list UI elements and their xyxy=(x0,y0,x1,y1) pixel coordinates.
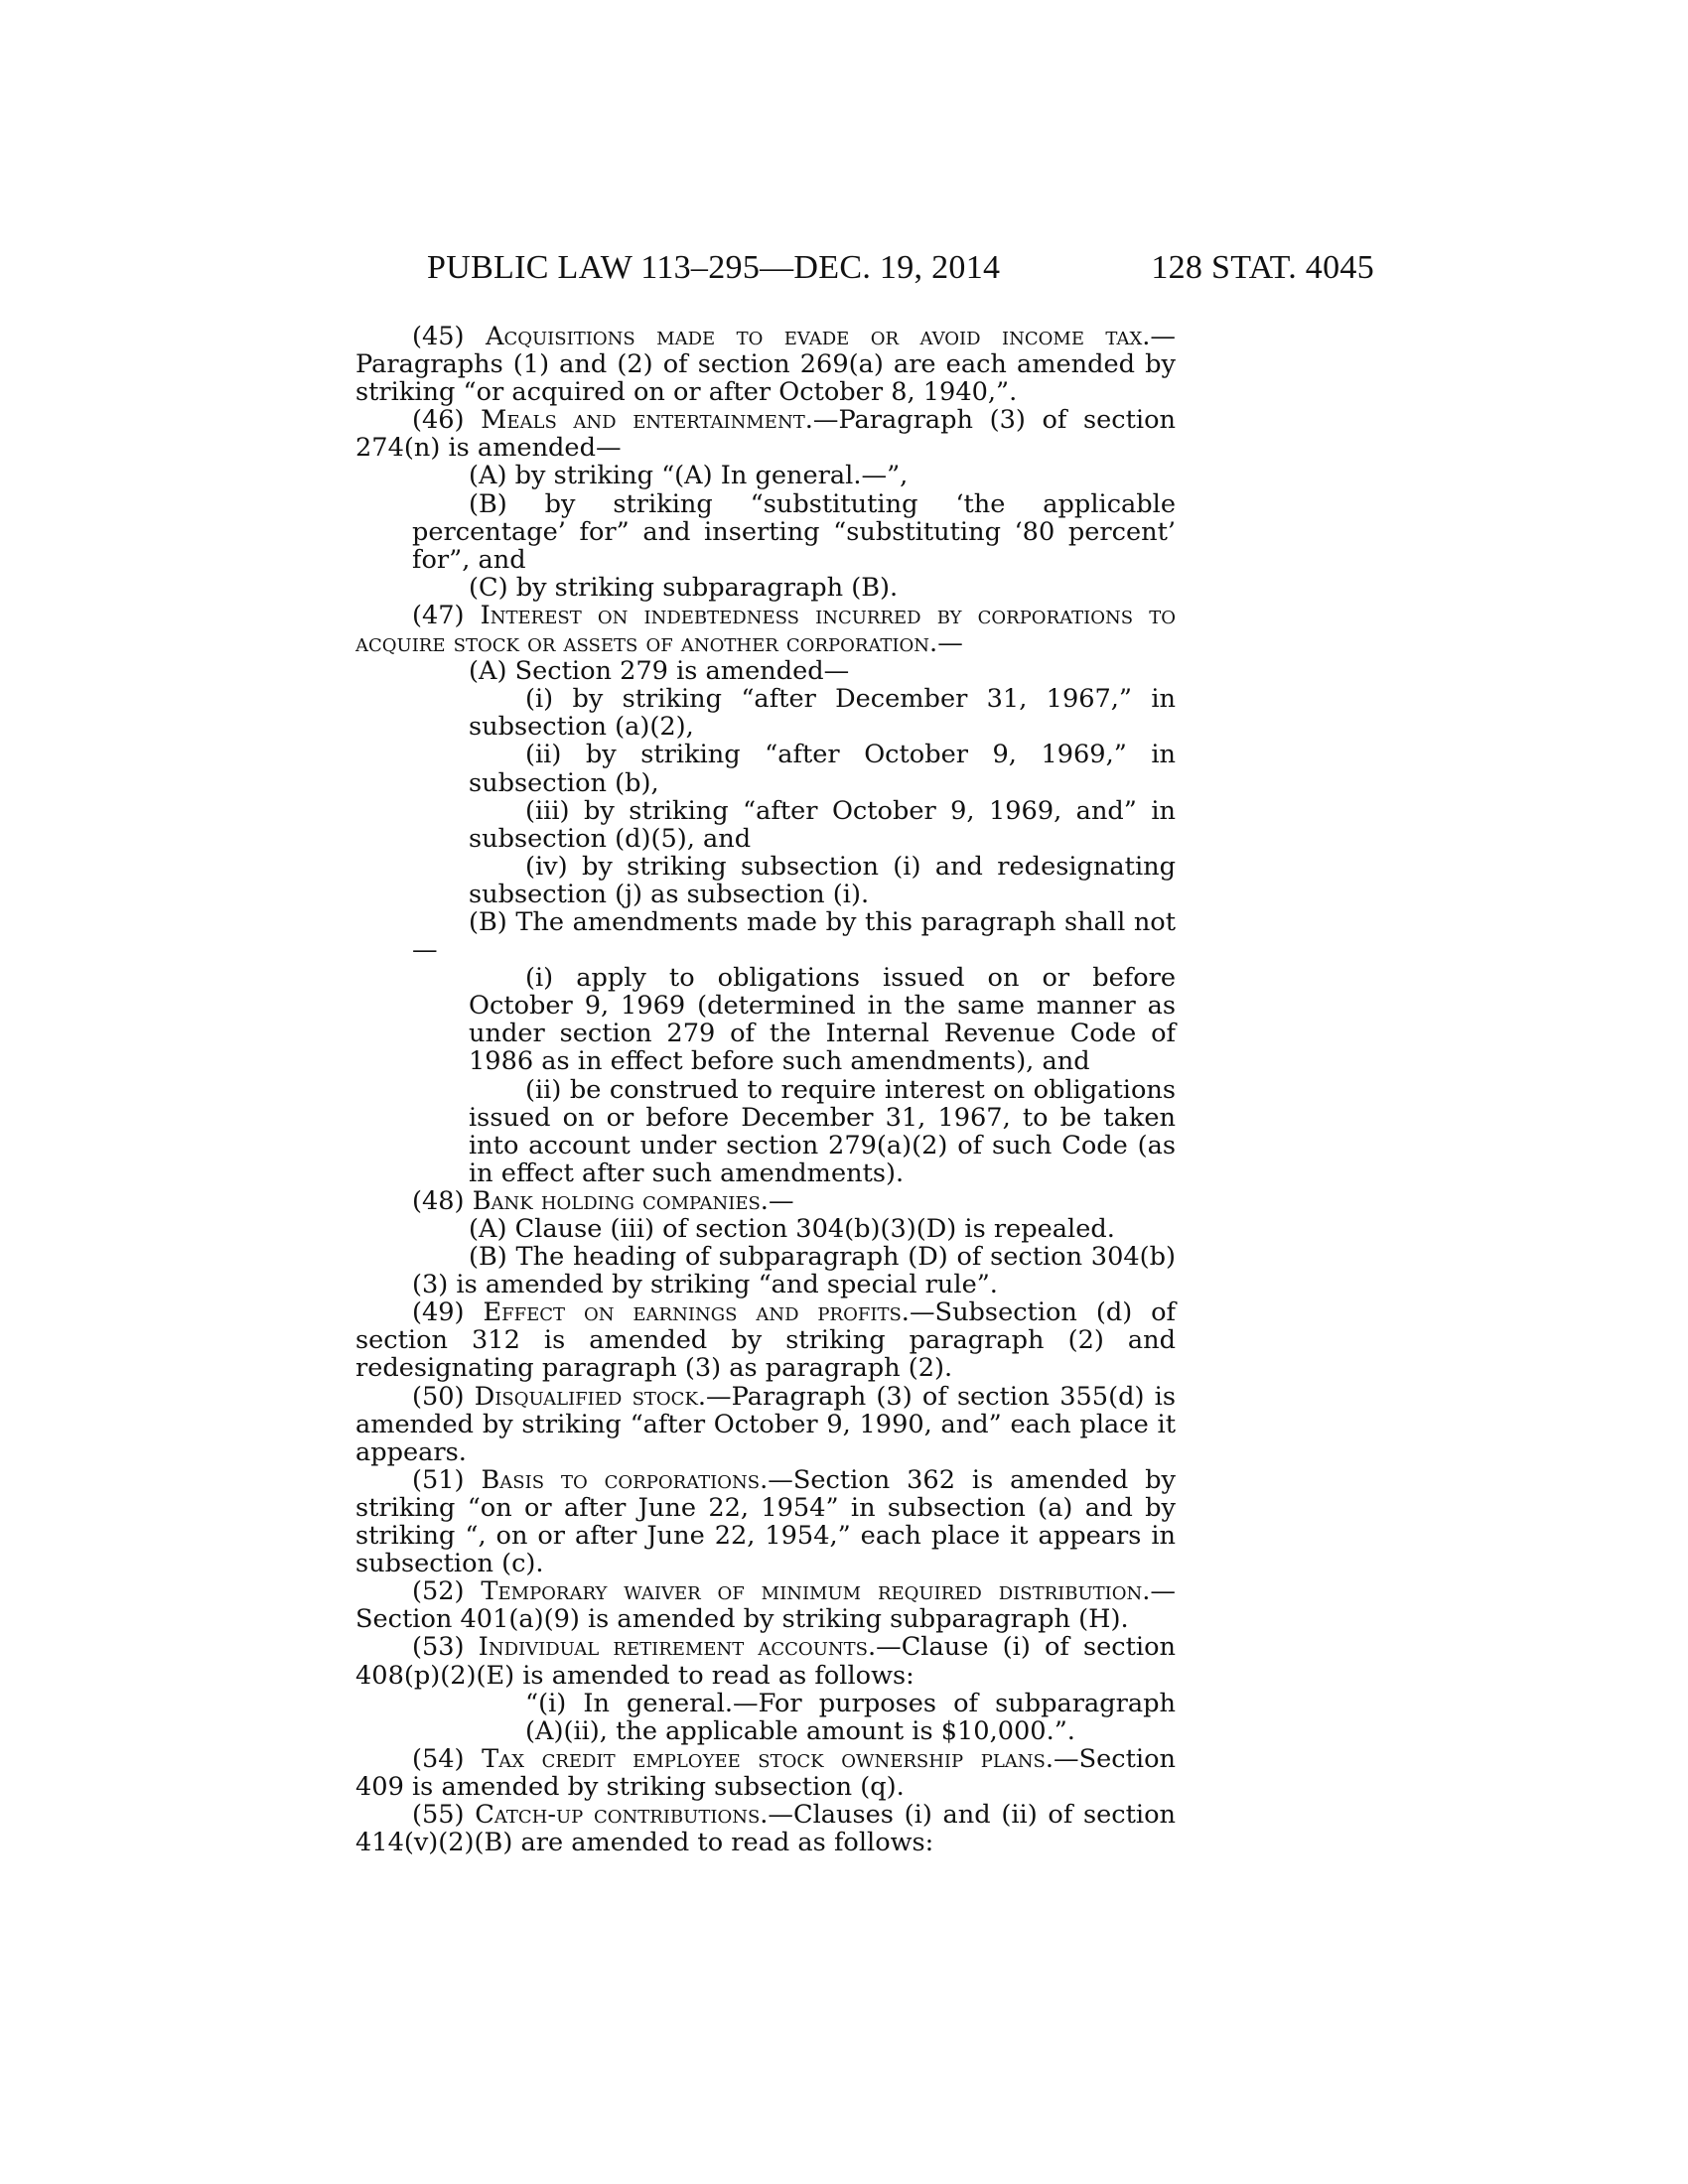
paragraph xyxy=(355,853,1176,908)
paragraph-text: (A) Section 279 is amended— xyxy=(469,656,850,687)
paragraph xyxy=(355,1243,1176,1298)
paragraph-text: (A) Clause (iii) of section 304(b)(3)(D) is repealed. xyxy=(469,1214,1115,1244)
paragraph-text: (iii) by striking “after October 9, 1969, and” in subsection (d)(5), and xyxy=(469,795,1176,854)
paragraph-number: (54) xyxy=(412,1743,483,1774)
paragraph-text: — xyxy=(937,628,963,659)
paragraph-text: (ii) by striking “after October 9, 1969,” in subsection (b), xyxy=(469,740,1176,798)
paragraph-text: (C) by striking subparagraph (B). xyxy=(469,572,899,603)
paragraph-text: — xyxy=(768,1185,794,1216)
paragraph xyxy=(355,1745,1176,1801)
paragraph-number: (46) xyxy=(412,405,482,436)
paragraph-number: (53) xyxy=(412,1632,479,1663)
paragraph-number: (55) xyxy=(412,1799,476,1830)
paragraph xyxy=(355,1690,1176,1745)
paragraph xyxy=(355,1577,1176,1633)
paragraph-text: (B) The amendments made by this paragraph shall not— xyxy=(412,906,1176,966)
law-title: PUBLIC LAW 113–295—DEC. 19, 2014 xyxy=(427,249,1001,286)
paragraph xyxy=(355,406,1176,462)
paragraph-heading: Bank holding companies. xyxy=(472,1185,769,1216)
paragraph xyxy=(355,657,1176,685)
paragraph-number: (45) xyxy=(412,322,486,351)
paragraph xyxy=(355,1383,1176,1466)
paragraph-text: (ii) be construed to require interest on obligations issued on or before December 31, 1967, to be taken into account under section 279(a)(2) of such Code (as in effect after such amendments). xyxy=(469,1074,1176,1188)
paragraph-heading: Temporary waiver of minimum required distribution. xyxy=(481,1576,1151,1607)
paragraph xyxy=(355,462,1176,489)
paragraph xyxy=(355,1633,1176,1689)
paragraph-number: (49) xyxy=(412,1297,484,1328)
paragraph-heading: Acquisitions made to evade or avoid income tax. xyxy=(486,322,1151,351)
paragraph xyxy=(355,741,1176,796)
page-header xyxy=(355,246,1374,290)
paragraph xyxy=(355,1298,1176,1382)
paragraph-heading: Interest on indebtedness incurred by corporations to acquire stock or assets of another corporation. xyxy=(355,600,1176,659)
paragraph-text: —Clauses (i) and (ii) of section 414(v)(2)(B) are amended to read as follows: xyxy=(355,1799,1176,1858)
paragraph-text: (B) The heading of subparagraph (D) of section 304(b)(3) is amended by striking “and special rule”. xyxy=(412,1242,1176,1300)
paragraph xyxy=(355,964,1176,1075)
paragraph-heading: Individual retirement accounts. xyxy=(478,1632,877,1663)
paragraph-text: —Section 362 is amended by striking “on or after June 22, 1954” in subsection (a) and by striking “, on or after June 22, 1954,” each place it appears in subsection (c). xyxy=(355,1464,1176,1579)
paragraph-number: (47) xyxy=(412,600,481,630)
paragraph-text: —Section 409 is amended by striking subsection (q). xyxy=(355,1743,1176,1802)
paragraph xyxy=(355,323,1176,406)
paragraph-text: —Paragraph (3) of section 274(n) is amended— xyxy=(355,405,1176,464)
paragraph xyxy=(355,1187,1176,1215)
paragraph-text: —Subsection (d) of section 312 is amended by striking paragraph (2) and redesignating paragraph (3) as paragraph (2). xyxy=(355,1297,1176,1384)
paragraph xyxy=(355,685,1176,741)
paragraph-number: (52) xyxy=(412,1576,482,1607)
paragraph-heading: Meals and entertainment. xyxy=(481,405,813,436)
paragraph-heading: Basis to corporations. xyxy=(481,1464,769,1495)
paragraph-text: (A) by striking “(A) In general.—”, xyxy=(469,461,909,491)
paragraph xyxy=(355,602,1176,657)
paragraph-text: (B) by striking “substituting ‘the applicable percentage’ for” and inserting “substituting ‘80 percent’ for”, and xyxy=(412,488,1176,575)
paragraph-text: (iv) by striking subsection (i) and redesignating subsection (j) as subsection (i). xyxy=(469,851,1176,909)
paragraph-number: (48) xyxy=(412,1185,473,1216)
paragraph-text: —Section 401(a)(9) is amended by striking subparagraph (H). xyxy=(355,1576,1176,1635)
paragraph-text: (i) apply to obligations issued on or before October 9, 1969 (determined in the same manner as under section 279 of the Internal Revenue Code of 1986 as in effect before such amendments), and xyxy=(469,963,1176,1077)
paragraph xyxy=(355,1076,1176,1187)
paragraph-number: (50) xyxy=(412,1381,475,1412)
paragraph-heading: Effect on earnings and profits. xyxy=(483,1297,910,1328)
paragraph-number: (51) xyxy=(412,1464,482,1495)
paragraph xyxy=(355,490,1176,574)
paragraph-heading: Disqualified stock. xyxy=(474,1381,707,1412)
statute-page-number: 128 STAT. 4045 xyxy=(1151,249,1374,286)
paragraph-heading: Catch-up contributions. xyxy=(475,1799,769,1830)
paragraph-text: “(i) In general.—For purposes of subparagraph (A)(ii), the applicable amount is $10,000.”. xyxy=(525,1688,1176,1746)
paragraph xyxy=(355,1466,1176,1577)
paragraph xyxy=(355,574,1176,602)
paragraph-text: (i) by striking “after December 31, 1967,” in subsection (a)(2), xyxy=(469,684,1176,743)
paragraph-text: —Clause (i) of section 408(p)(2)(E) is amended to read as follows: xyxy=(355,1632,1176,1691)
paragraph xyxy=(355,1215,1176,1243)
document-body xyxy=(355,323,1176,1856)
paragraph xyxy=(355,908,1176,964)
paragraph-text: —Paragraph (3) of section 355(d) is amended by striking “after October 9, 1990, and” each place it appears. xyxy=(355,1381,1176,1467)
paragraph-heading: Tax credit employee stock ownership plans. xyxy=(482,1743,1054,1774)
paragraph-text: —Paragraphs (1) and (2) of section 269(a) are each amended by striking “or acquired on or after October 8, 1940,”. xyxy=(355,322,1176,408)
paragraph xyxy=(355,797,1176,853)
paragraph xyxy=(355,1801,1176,1856)
